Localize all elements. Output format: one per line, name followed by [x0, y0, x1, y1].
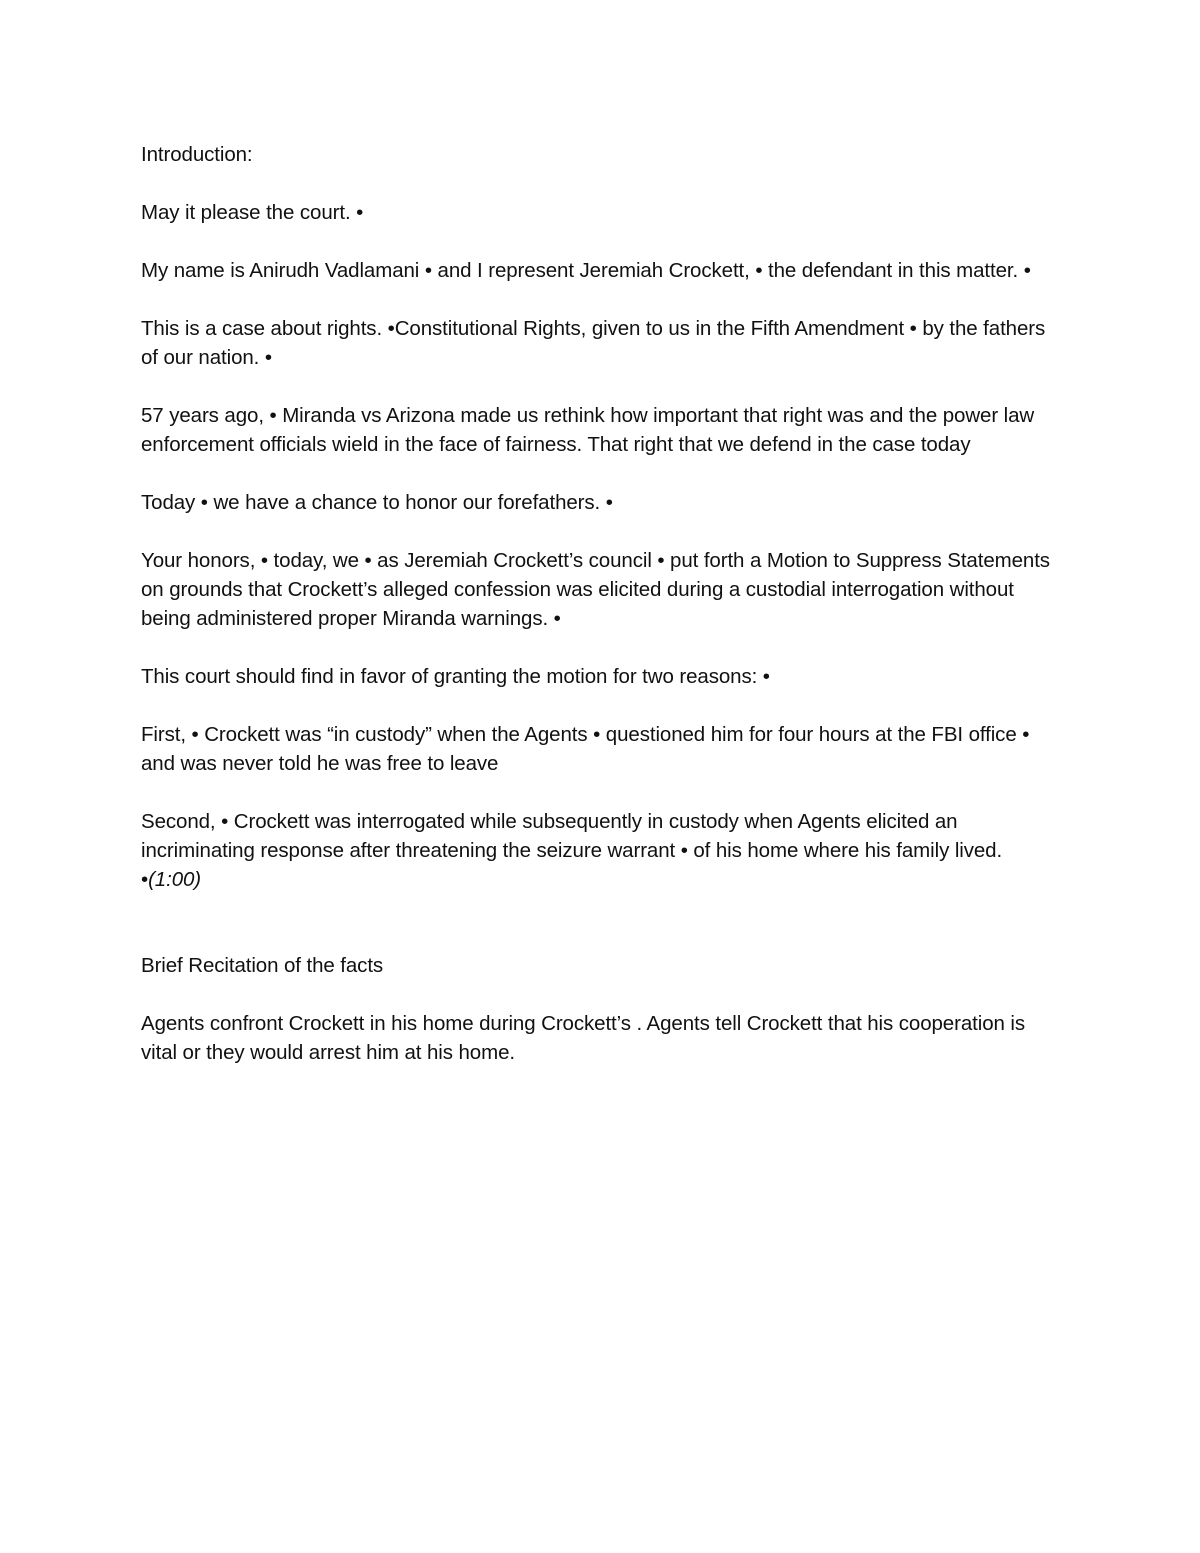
- paragraph-miranda: 57 years ago, • Miranda vs Arizona made us rethink how important that right was and the power law enforcement officials wield in the face of fairness. That right that we defend in the case today: [141, 404, 1035, 456]
- paragraph-opening: May it please the court. •: [141, 201, 364, 224]
- intro-heading: Introduction:: [141, 143, 253, 166]
- document-body: [141, 140, 1061, 1096]
- second-reason-text: Second, • Crockett was interrogated while subsequently in custody when Agents elicited an incriminating response after threatening the seizure warrant • of his home where his family lived. •: [141, 810, 1003, 891]
- paragraph-motion: Your honors, • today, we • as Jeremiah Crockett’s council • put forth a Motion to Suppress Statements on grounds that Crockett’s alleged confession was elicited during a custodial interrogation without being administered proper Miranda warnings. •: [141, 549, 1050, 630]
- paragraph-facts: Agents confront Crockett in his home during Crockett’s . Agents tell Crockett that his cooperation is vital or they would arrest him at his home.: [141, 1012, 1025, 1064]
- paragraph-second-reason: [141, 807, 1061, 894]
- paragraph-today: Today • we have a chance to honor our forefathers. •: [141, 491, 613, 514]
- facts-heading: Brief Recitation of the facts: [141, 954, 384, 977]
- paragraph-first-reason: First, • Crockett was “in custody” when the Agents • questioned him for four hours at the FBI office • and was never told he was free to leave: [141, 723, 1030, 775]
- timestamp: (1:00): [148, 868, 202, 891]
- paragraph-name: My name is Anirudh Vadlamani • and I represent Jeremiah Crockett, • the defendant in this matter. •: [141, 259, 1031, 282]
- paragraph-rights: This is a case about rights. •Constitutional Rights, given to us in the Fifth Amendment • by the fathers of our nation. •: [141, 317, 1046, 369]
- paragraph-reasons: This court should find in favor of granting the motion for two reasons: •: [141, 665, 770, 688]
